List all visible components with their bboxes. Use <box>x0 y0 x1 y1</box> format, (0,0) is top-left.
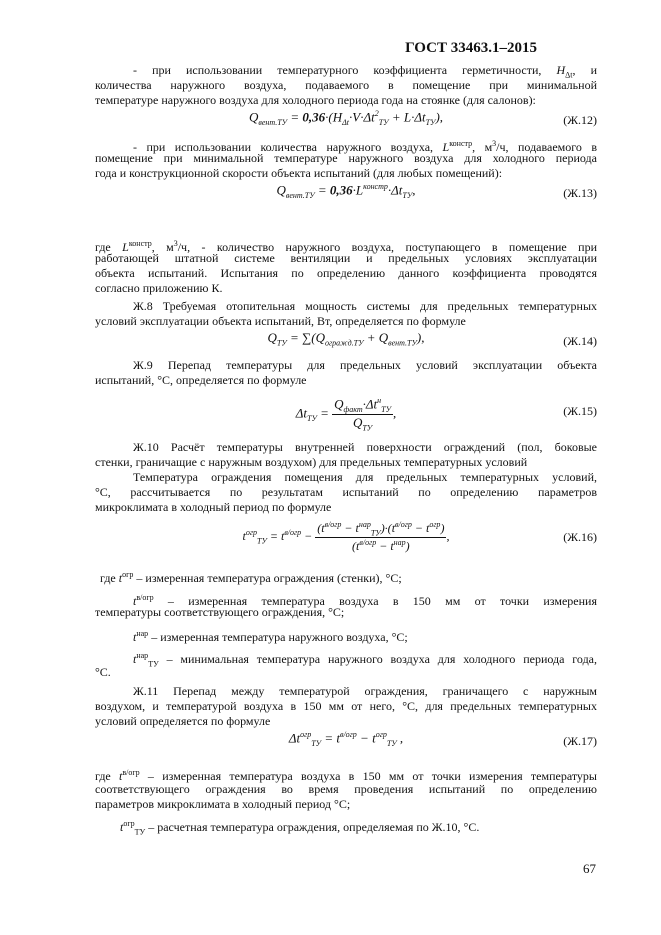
text-line: соответствующего ограждения во время проведения испытаний по определению <box>95 782 597 796</box>
formula-zh14: $Q_{ТУ} = \sum(Q_{огражд.ТУ} + Q_{вент.ТУ})$, (Ж.14) <box>267 330 597 348</box>
formula-number: (Ж.16) <box>563 530 597 544</box>
page-number: 67 <box>583 861 596 876</box>
formula-number: (Ж.13) <box>563 186 597 200</box>
formula-number: (Ж.14) <box>563 334 597 348</box>
formula-zh15: $\Delta t_{ТУ}$ = $Q_{факт}\cdot\Delta t^н_{ТУ}$ $Q_{ТУ}$ , (Ж.15) <box>295 396 597 433</box>
text-line: $t^{нар}$ – измеренная температура наружного воздуха, °С; <box>133 629 408 644</box>
text-line: объекта испытаний. Испытания по определению данного коэффициента проводятся <box>95 266 597 280</box>
text-line: где $L^{констр}$, $м^3/ч$, - количество наружного воздуха, поступающего в помещение при <box>95 239 597 254</box>
text-line: параметров микроклимата в холодный период °С; <box>95 797 351 811</box>
text-line: $t^{в/огр}$ – измеренная температура воздуха в 150 мм от точки измерения <box>133 593 597 608</box>
text-line: °С, рассчитывается по результатам испытаний по определению параметров <box>95 485 597 499</box>
text-line: испытаний, °С, определяется по формуле <box>95 373 307 387</box>
text-line: - при использовании температурного коэффициента герметичности, $H_{\Delta t}$, и <box>133 63 598 80</box>
text-line: Ж.11 Перепад между температурой ограждения, граничащего с наружным <box>133 684 597 698</box>
text-line: где $t^{огр}$ – измеренная температура ограждения (стенки), °С; <box>100 570 402 585</box>
formula-zh12: $Q_{вент.ТУ} = 0,36\cdot(H_{\Delta t}\cdot V\cdot\Delta t^2_{ТУ} + L\cdot\Delta t_{ТУ})$, (Ж.12) <box>248 109 597 127</box>
formula-number: (Ж.12) <box>563 113 597 127</box>
formula-number: (Ж.17) <box>563 734 597 748</box>
text-line: Ж.8 Требуемая отопительная мощность системы для предельных температурных <box>133 299 597 313</box>
text-line: Температура ограждения помещения для предельных температурных условий, <box>133 470 597 484</box>
text-line: - при использовании количества наружного воздуха, $L^{констр}$, $м^3/ч$, подаваемого в <box>133 139 598 154</box>
text-line: температуры соответствующего ограждения, °С; <box>95 605 345 619</box>
text-line: работающей штатной системе вентиляции и предельных условиях эксплуатации <box>95 251 597 265</box>
text-line: количества наружного воздуха, подаваемого в помещение при минимальной <box>95 78 597 92</box>
text-line: стенки, граничащие с наружным воздухом) для предельных температурных условий <box>95 455 528 469</box>
text-line: микроклимата в холодный период по формуле <box>95 500 332 514</box>
text-line: Ж.10 Расчёт температуры внутренней поверхности ограждений (пол, боковые <box>133 440 597 454</box>
text-line: согласно приложению К. <box>95 281 223 295</box>
text-line: условий эксплуатации объекта испытаний, Вт, определяется по формуле <box>95 314 466 328</box>
formula-number: (Ж.15) <box>563 404 597 418</box>
text-line: $t^{огр}_{ТУ}$ – расчетная температура ограждения, определяемая по Ж.10, °С. <box>120 819 480 837</box>
formula-zh16: $t^{огр}_{ТУ} = t^{в/огр}$ − $(t^{в/огр} - t^{нар}_{ТУ})\cdot(t^{в/огр} - t^{огр})$ $(t^{в/огр} - t^{нар})$ , (Ж.16) <box>242 520 597 554</box>
text-line: года и конструкционной скорости объекта испытаний (для любых помещений): <box>95 166 503 180</box>
standard-header: ГОСТ 33463.1–2015 <box>405 40 537 56</box>
text-line: $t^{нар}_{ТУ}$ – минимальная температура наружного воздуха для холодного периода года, <box>133 651 597 669</box>
text-line: температуре наружного воздуха для холодного периода года на стоянке (для салонов): <box>95 93 536 107</box>
formula-zh13: $Q_{вент.ТУ} = 0,36\cdot L^{констр}\cdot\Delta t_{ТУ}$, (Ж.13) <box>276 182 597 200</box>
text-line: °С. <box>95 665 111 679</box>
text-line: Ж.9 Перепад температуры для предельных условий эксплуатации объекта <box>133 358 597 372</box>
formula-zh17: $\Delta t^{огр}_{ТУ} = t^{в/огр} - t^{огр}_{ТУ}$ , (Ж.17) <box>288 730 597 748</box>
text-line: помещение при минимальной температуре наружного воздуха для холодного периода <box>95 151 597 165</box>
text-line: условий определяется по формуле <box>95 714 271 728</box>
text-line: где $t^{в/огр}$ – измеренная температура воздуха в 150 мм от точки измерения температуры <box>95 768 597 783</box>
text-line: воздухом, и температурой воздуха в 150 мм от него, °С, для предельных температурных <box>95 699 597 713</box>
